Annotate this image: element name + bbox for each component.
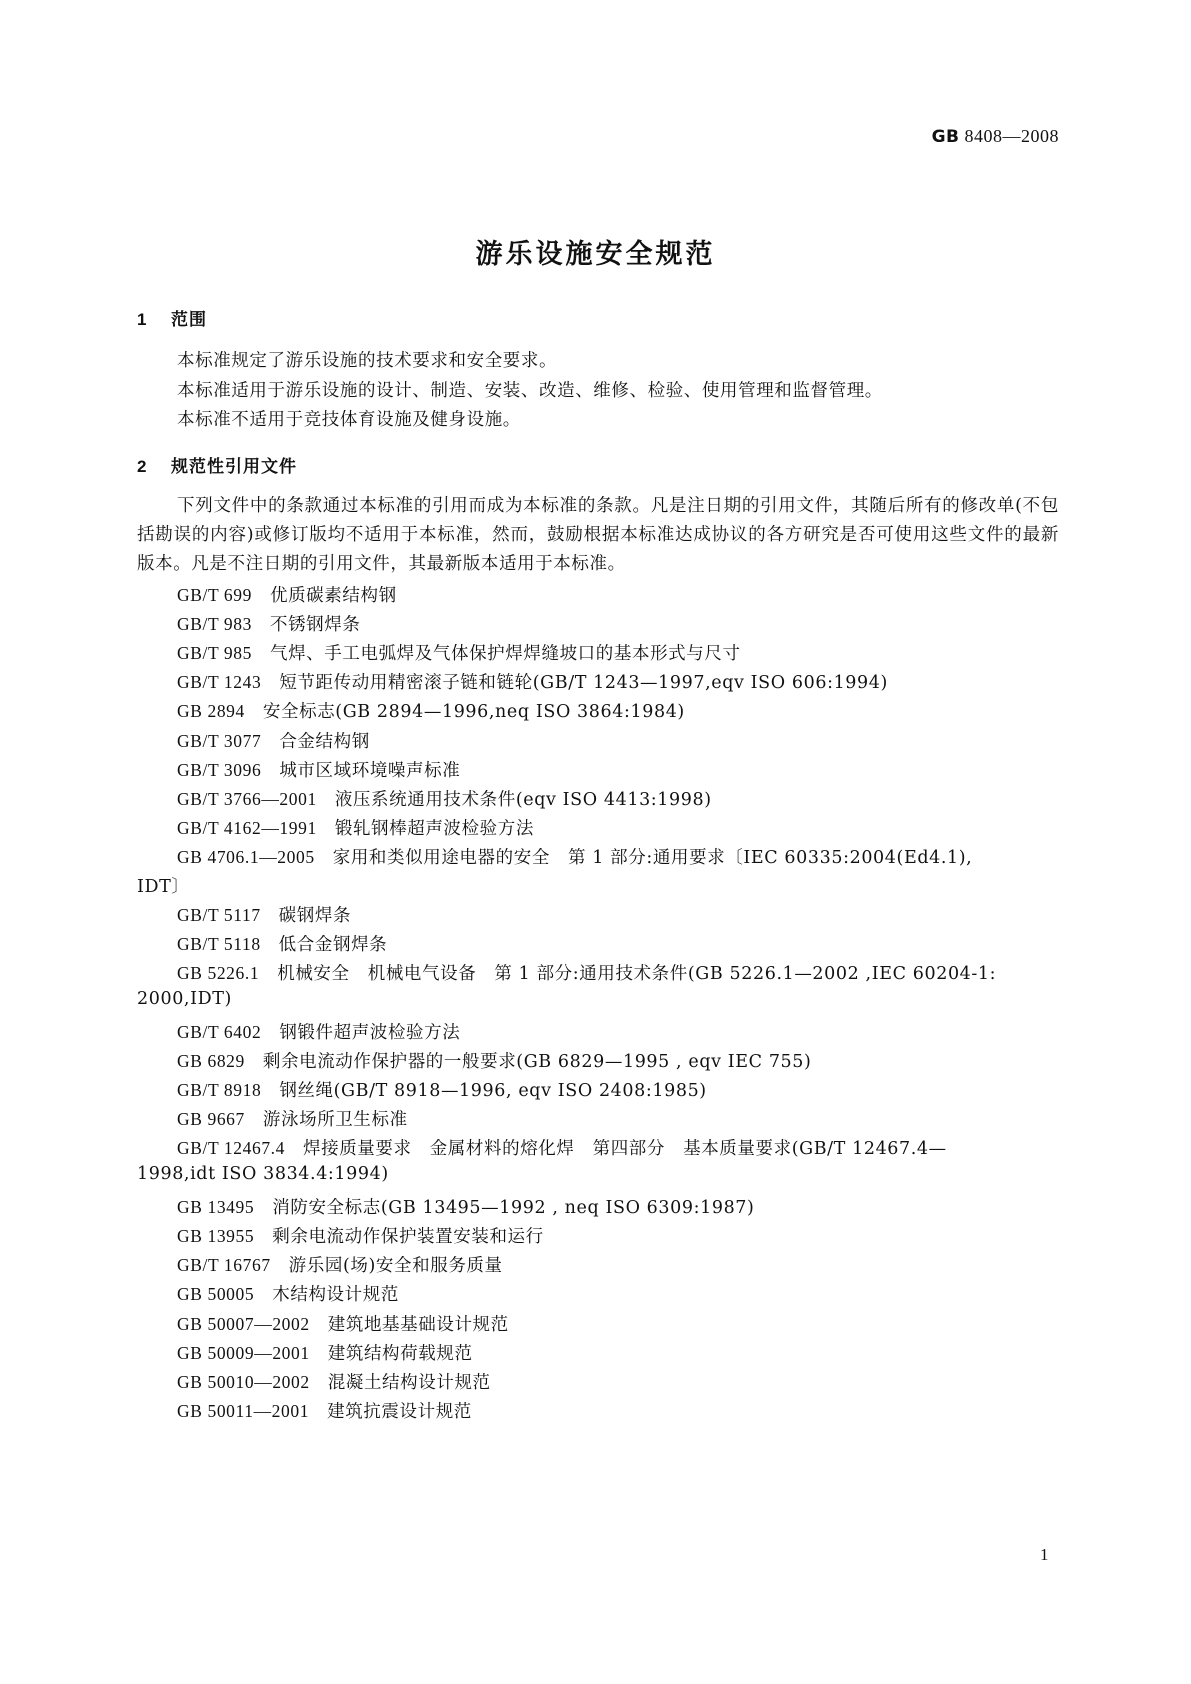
reference-item bbox=[177, 1106, 408, 1131]
reference-code: GB/T 699 bbox=[177, 585, 252, 605]
reference-item bbox=[177, 757, 460, 782]
reference-code: GB 13955 bbox=[177, 1226, 255, 1246]
reference-code: GB/T 3077 bbox=[177, 731, 262, 751]
reference-code: GB/T 12467.4 bbox=[177, 1138, 285, 1158]
section-number: 2 bbox=[137, 457, 148, 476]
reference-code: GB/T 8918 bbox=[177, 1080, 262, 1100]
reference-code: GB/T 16767 bbox=[177, 1255, 271, 1275]
reference-item bbox=[177, 1048, 811, 1073]
reference-title: 碳钢焊条 bbox=[278, 906, 352, 926]
reference-title: 剩余电流动作保护装置安装和运行 bbox=[272, 1227, 544, 1247]
reference-code: GB 13495 bbox=[177, 1197, 255, 1217]
reference-item bbox=[177, 786, 712, 811]
reference-code: GB/T 1243 bbox=[177, 672, 262, 692]
reference-item bbox=[177, 582, 397, 607]
reference-code: GB 2894 bbox=[177, 701, 245, 721]
scope-line: 本标准规定了游乐设施的技术要求和安全要求。 bbox=[177, 351, 558, 371]
reference-item bbox=[177, 1077, 707, 1102]
page-title: 游乐设施安全规范 bbox=[475, 239, 716, 270]
reference-continuation: IDT〕 bbox=[137, 877, 190, 897]
reference-item bbox=[177, 1135, 947, 1160]
reference-item bbox=[177, 1340, 473, 1365]
standard-number bbox=[932, 126, 1059, 147]
reference-code: GB 50011—2001 bbox=[177, 1401, 310, 1421]
scope-line: 本标准不适用于竞技体育设施及健身设施。 bbox=[177, 410, 521, 430]
reference-title: 城市区域环境噪声标准 bbox=[279, 761, 461, 781]
reference-title: 安全标志(GB 2894—1996,neq ISO 3864:1984) bbox=[262, 702, 685, 722]
reference-code: GB 6829 bbox=[177, 1051, 245, 1071]
reference-title: 钢丝绳(GB/T 8918—1996, eqv ISO 2408:1985) bbox=[279, 1081, 707, 1101]
reference-code: GB/T 985 bbox=[177, 643, 252, 663]
reference-code: GB 9667 bbox=[177, 1109, 245, 1129]
reference-title: 游乐园(场)安全和服务质量 bbox=[288, 1256, 503, 1276]
intro-paragraph: 下列文件中的条款通过本标准的引用而成为本标准的条款。凡是注日期的引用文件，其随后所有的修改单(不包括勘误的内容)或修订版均不适用于本标准，然而，鼓励根据本标准达成协议的各方研究是否可使用这些文件的最新版本。凡是不注日期的引用文件，其最新版本适用于本标准。 bbox=[137, 496, 1059, 574]
reference-code: GB/T 3096 bbox=[177, 760, 262, 780]
reference-item bbox=[177, 1398, 472, 1423]
reference-title: 钢锻件超声波检验方法 bbox=[279, 1023, 461, 1043]
reference-title: 焊接质量要求 金属材料的熔化焊 第四部分 基本质量要求(GB/T 12467.4— bbox=[303, 1139, 947, 1159]
reference-title: 不锈钢焊条 bbox=[269, 615, 361, 635]
reference-code: GB 50007—2002 bbox=[177, 1314, 310, 1334]
reference-item bbox=[177, 669, 888, 694]
reference-code: GB 50005 bbox=[177, 1284, 255, 1304]
reference-item bbox=[177, 1311, 509, 1336]
reference-item bbox=[177, 1281, 399, 1306]
reference-code: GB 5226.1 bbox=[177, 963, 260, 983]
reference-title: 游泳场所卫生标准 bbox=[262, 1110, 408, 1130]
section-2-heading bbox=[137, 452, 297, 477]
reference-code: GB 50009—2001 bbox=[177, 1343, 310, 1363]
reference-item bbox=[177, 1252, 503, 1277]
standard-prefix: GB bbox=[931, 127, 960, 147]
reference-item bbox=[177, 1019, 460, 1044]
reference-code: GB 4706.1—2005 bbox=[177, 847, 315, 867]
section-number: 1 bbox=[137, 310, 148, 329]
reference-title: 气焊、手工电弧焊及气体保护焊焊缝坡口的基本形式与尺寸 bbox=[269, 644, 741, 664]
reference-title: 合金结构钢 bbox=[279, 732, 370, 752]
reference-title: 剩余电流动作保护器的一般要求(GB 6829—1995 , eqv IEC 755) bbox=[262, 1052, 812, 1072]
reference-title: 液压系统通用技术条件(eqv ISO 4413:1998) bbox=[334, 790, 712, 810]
reference-title: 机械安全 机械电气设备 第 1 部分:通用技术条件(GB 5226.1—2002 ,IEC 60204-1: bbox=[277, 964, 997, 984]
reference-title: 家用和类似用途电器的安全 第 1 部分:通用要求〔IEC 60335:2004(Ed4.1), bbox=[332, 848, 973, 868]
reference-code: GB/T 4162—1991 bbox=[177, 818, 317, 838]
reference-title: 短节距传动用精密滚子链和链轮(GB/T 1243—1997,eqv ISO 606:1994) bbox=[279, 673, 888, 693]
reference-item bbox=[177, 931, 387, 956]
reference-item bbox=[177, 1369, 491, 1394]
reference-code: GB/T 3766—2001 bbox=[177, 789, 317, 809]
reference-title: 混凝土结构设计规范 bbox=[327, 1373, 491, 1393]
reference-continuation: 1998,idt ISO 3834.4:1994) bbox=[137, 1164, 389, 1184]
standard-code: 8408—2008 bbox=[964, 126, 1059, 146]
page-number: 1 bbox=[1040, 1545, 1049, 1564]
reference-code: GB/T 6402 bbox=[177, 1022, 262, 1042]
reference-code: GB/T 983 bbox=[177, 614, 252, 634]
reference-item bbox=[177, 960, 996, 985]
reference-title: 消防安全标志(GB 13495—1992 , neq ISO 6309:1987) bbox=[272, 1198, 755, 1218]
reference-item bbox=[177, 1223, 544, 1248]
reference-code: GB/T 5117 bbox=[177, 905, 261, 925]
reference-item bbox=[177, 902, 351, 927]
reference-title: 建筑结构荷载规范 bbox=[327, 1344, 473, 1364]
section-title: 范围 bbox=[171, 310, 207, 330]
reference-title: 建筑地基基础设计规范 bbox=[327, 1315, 509, 1335]
reference-title: 优质碳素结构钢 bbox=[269, 586, 397, 606]
reference-item bbox=[177, 844, 972, 869]
reference-code: GB/T 5118 bbox=[177, 934, 261, 954]
reference-item bbox=[177, 1194, 754, 1219]
section-1-heading bbox=[137, 305, 207, 330]
reference-item bbox=[177, 698, 685, 723]
reference-item bbox=[177, 728, 370, 753]
reference-item bbox=[177, 640, 741, 665]
section-title: 规范性引用文件 bbox=[171, 457, 297, 477]
reference-title: 锻轧钢棒超声波检验方法 bbox=[334, 819, 534, 839]
reference-title: 低合金钢焊条 bbox=[278, 935, 388, 955]
reference-title: 木结构设计规范 bbox=[272, 1285, 399, 1305]
reference-continuation: 2000,IDT) bbox=[137, 989, 232, 1009]
reference-title: 建筑抗震设计规范 bbox=[327, 1402, 472, 1422]
reference-code: GB 50010—2002 bbox=[177, 1372, 310, 1392]
reference-item bbox=[177, 815, 534, 840]
scope-line: 本标准适用于游乐设施的设计、制造、安装、改造、维修、检验、使用管理和监督管理。 bbox=[177, 381, 883, 401]
reference-item bbox=[177, 611, 360, 636]
